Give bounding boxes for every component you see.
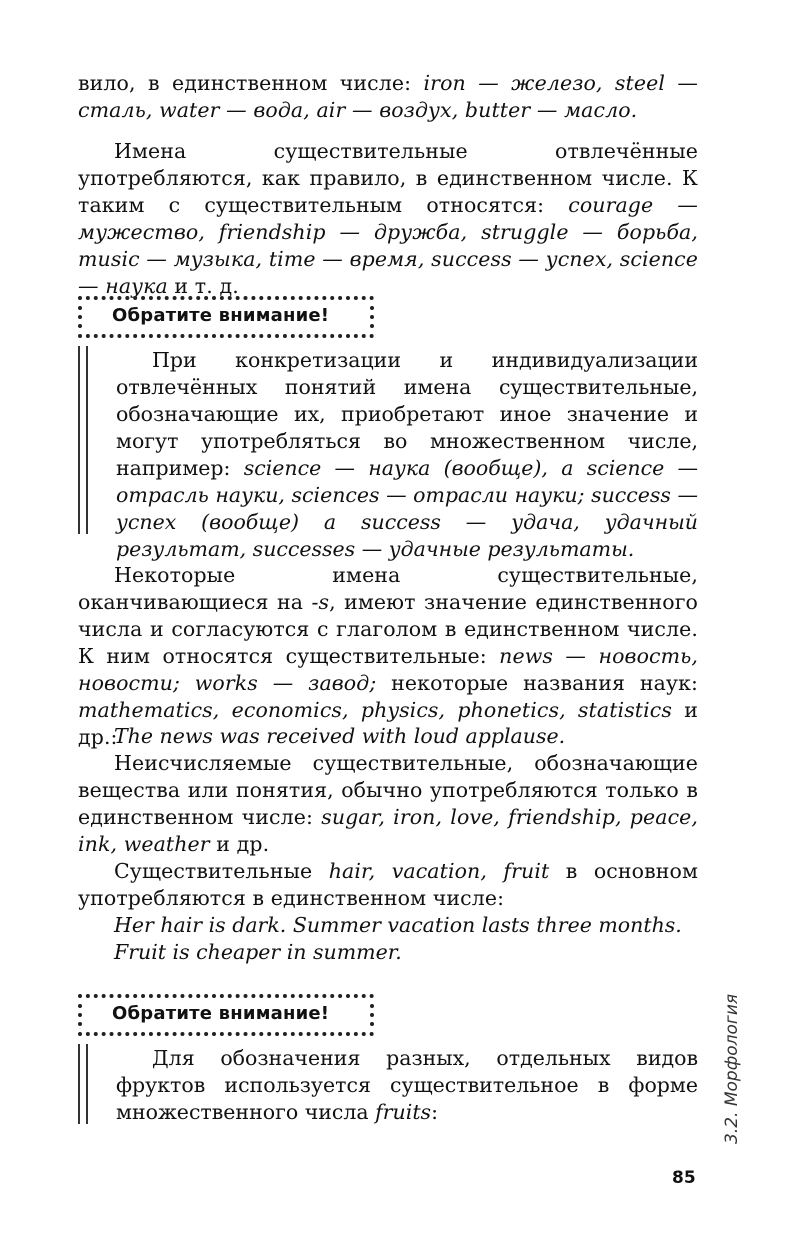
para4-text: Неисчисляемые существительные, обозначающие вещества или понятия, обычно употребляются только в единственном числе: — [78, 751, 698, 829]
para2-text: Имена существительные отвлечённые употребляются, как правило, в единственном числе. К таким с существительным относятся: — [78, 139, 698, 217]
section-side-label: 3.2. Морфология — [722, 993, 742, 1144]
example-sentence: The news was received with loud applause. — [114, 724, 566, 748]
note2-text-after: : — [431, 1100, 438, 1124]
para5-examples: hair, vacation, fruit — [328, 859, 550, 883]
example-sentence: Fruit is cheaper in summer. — [114, 940, 402, 964]
example-sentence: Her hair is dark. Summer vacation lasts three months. — [114, 913, 682, 937]
note1-text: При конкретизации и индивидуализации отвлечённых понятий имена существительные, обозначающие их, приобретают иное значение и могут употребляться во множественном числе, например: — [116, 348, 698, 480]
note-heading-box — [78, 296, 374, 338]
note2-text: Для обозначения разных, отдельных видов фруктов используется существительное в форме множественного числа — [116, 1046, 698, 1124]
para3-text-4: и др.: — [78, 698, 698, 749]
paragraph-continuation — [78, 70, 698, 124]
note-heading: Обратите внимание! — [112, 305, 330, 326]
paragraph-hair-vacation-fruit — [78, 858, 698, 912]
paragraph-uncountable — [78, 750, 698, 858]
para5-text-after: в основном употребляются в единственном числе: — [78, 859, 698, 910]
page-number: 85 — [672, 1168, 696, 1188]
para4-text-after: и др. — [209, 832, 270, 856]
para4-examples: sugar, iron, love, friendship, peace, ink, weather — [78, 805, 698, 856]
note-heading: Обратите внимание! — [112, 1003, 330, 1024]
para3-text-3: некоторые названия наук: — [376, 671, 698, 695]
para2-text-after: и т. д. — [167, 274, 239, 298]
note1-examples: science — наука (вообще), a science — отрасль науки, sciences — отрасли науки; success — успех (вообще) a success — удача, удачный результат, successes — удачные результаты. — [116, 456, 698, 561]
note-heading-box — [78, 994, 374, 1036]
paragraph-abstract-nouns — [78, 138, 698, 300]
para3-suffix: -s — [311, 590, 330, 614]
para3-text-2: , имеют значение единственного числа и согласуются с глаголом в единственном числе. К ним относятся существительные: — [78, 590, 698, 668]
note-bar — [78, 1044, 88, 1124]
para1-text: вило, в единственном числе: — [78, 71, 424, 95]
note-body — [116, 347, 698, 563]
note-bar — [78, 346, 88, 534]
para3-examples-2: mathematics, economics, physics, phonetics, statistics — [78, 698, 673, 722]
para5-text: Существительные — [114, 859, 329, 883]
note-body — [116, 1045, 698, 1126]
para1-example: iron — железо, steel — сталь, water — вода, air — воздух, butter — масло. — [78, 71, 698, 122]
para3-text-1: Некоторые имена существительные, оканчивающиеся на — [78, 563, 698, 614]
para3-examples-1: news — новость, новости; works — завод; — [78, 644, 699, 695]
note2-example: fruits — [375, 1100, 432, 1124]
para2-examples: courage — мужество, friendship — дружба, struggle — борьба, music — музыка, time — время, success — успех, science — наука — [78, 193, 698, 298]
